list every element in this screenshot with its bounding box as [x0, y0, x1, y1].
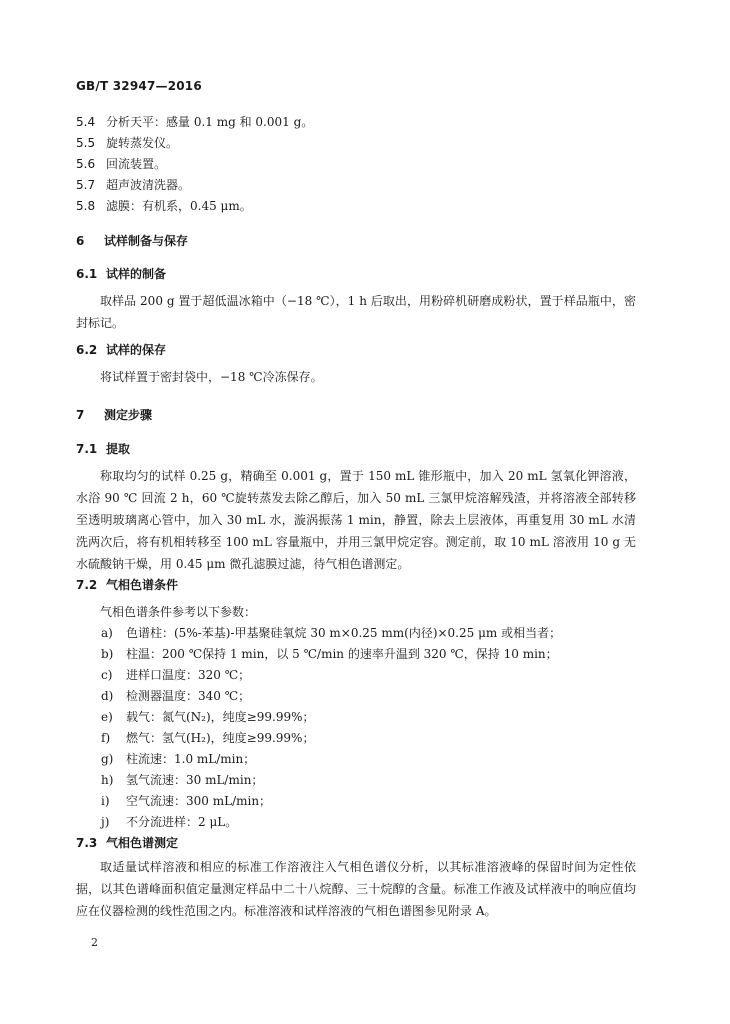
- list-item: f) 燃气：氢气(H₂)，纯度≥99.99%；: [101, 731, 315, 745]
- subsection-heading: 7.1 提取: [76, 442, 131, 456]
- subsection-heading: 6.1 试样的制备: [76, 267, 167, 281]
- subsection-heading: 7.3 气相色谱测定: [76, 836, 179, 850]
- list-intro: 气相色谱条件参考以下参数：: [100, 605, 257, 619]
- list-item: h) 氢气流速：30 mL/min；: [101, 773, 264, 787]
- list-item: d) 检测器温度：340 ℃；: [101, 689, 251, 703]
- list-item: c) 进样口温度：320 ℃；: [101, 668, 251, 682]
- page-number: 2: [91, 936, 98, 949]
- paragraph: 将试样置于密封袋中，−18 ℃冷冻保存。: [100, 370, 323, 384]
- list-item: 5.8 滤膜：有机系，0.45 μm。: [76, 199, 252, 213]
- list-item: 5.5 旋转蒸发仪。: [76, 136, 179, 150]
- standard-code-header: GB/T 32947—2016: [76, 79, 202, 93]
- list-item: 5.4 分析天平：感量 0.1 mg 和 0.001 g。: [76, 115, 314, 129]
- list-item: g) 柱流速：1.0 mL/min；: [101, 752, 256, 766]
- subsection-heading: 7.2 气相色谱条件: [76, 578, 179, 592]
- list-item: j) 不分流进样：2 μL。: [101, 815, 238, 829]
- paragraph: 称取均匀的试样 0.25 g，精确至 0.001 g，置于 150 mL 锥形瓶中，加入 20 mL 氢氧化钾溶液，水浴 90 ℃ 回流 2 h，60 ℃旋转蒸发去除乙醇后，加入 50 mL 三氯甲烷溶解残渣，并将溶液全部转移至透明玻璃离心管中，加入 30 mL 水，漩涡振荡 1 min，静置，除去上层液体，再重复用 30 mL 水清洗两次后，将有机相转移至 100 mL 容量瓶中，并用三氯甲烷定容。测定前，取 10 mL 溶液用 10 g 无水硫酸钠干燥，用 0.45 μm 微孔滤膜过滤，待气相色谱测定。: [76, 469, 636, 571]
- list-item: i) 空气流速：300 mL/min；: [101, 794, 272, 808]
- section-heading: 6 试样制备与保存: [76, 234, 189, 248]
- list-item: 5.7 超声波清洗器。: [76, 178, 191, 192]
- list-item: a) 色谱柱：(5%-苯基)-甲基聚硅氧烷 30 m×0.25 mm(内径)×0.25 μm 或相当者；: [101, 626, 562, 640]
- section-heading: 7 测定步骤: [76, 408, 153, 422]
- subsection-heading: 6.2 试样的保存: [76, 343, 167, 357]
- list-item: b) 柱温：200 ℃保持 1 min，以 5 ℃/min 的速率升温到 320 ℃，保持 10 min；: [101, 647, 558, 661]
- paragraph: 取适量试样溶液和相应的标准工作溶液注入气相色谱仪分析，以其标准溶液峰的保留时间为定性依据，以其色谱峰面积值定量测定样品中二十八烷醇、三十烷醇的含量。标准工作液及试样液中的响应值均应在仪器检测的线性范围之内。标准溶液和试样溶液的气相色谱图参见附录 A。: [76, 860, 636, 918]
- paragraph: 取样品 200 g 置于超低温冰箱中（−18 ℃），1 h 后取出，用粉碎机研磨成粉状，置于样品瓶中，密封标记。: [76, 294, 636, 330]
- list-item: e) 载气：氮气(N₂)，纯度≥99.99%；: [101, 710, 315, 724]
- list-item: 5.6 回流装置。: [76, 157, 167, 171]
